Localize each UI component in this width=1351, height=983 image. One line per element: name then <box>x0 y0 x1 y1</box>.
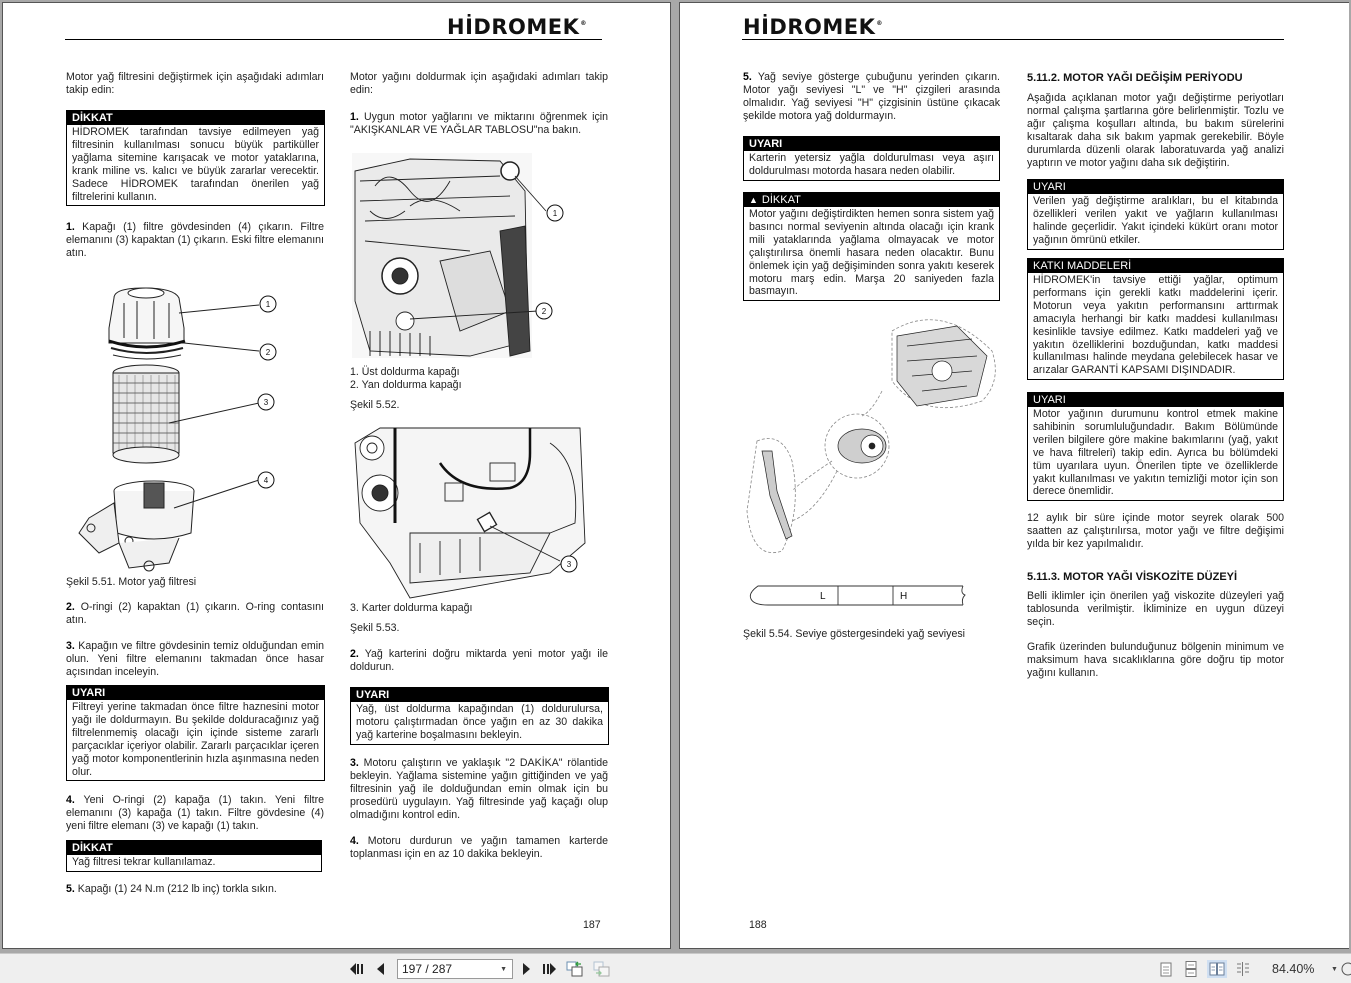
low-mark-label: L <box>820 591 826 602</box>
high-mark-label: H <box>900 591 908 602</box>
uyari-body: Yağ, üst doldurma kapağından (1) doldurulursa, motoru çalıştırmadan önce yağın en az 30 dakika yağ karterine boşalmasını bekleyin. <box>356 703 603 741</box>
dipstick-location-figure <box>742 311 1002 561</box>
callout-3: 3 <box>566 560 572 569</box>
filter-step-3: 3. Kapağın ve filtre gövdesinin temiz olduğundan emin olun. Yeni filtre elemanını takmadan önce hasar açısından inceleyin. <box>66 640 324 678</box>
first-page-button[interactable] <box>348 960 366 978</box>
callout-4: 4 <box>263 476 269 485</box>
page-187 <box>2 2 671 949</box>
dikkat-box-startup <box>743 192 1000 301</box>
figure-5-54-caption: Şekil 5.54. Seviye göstergesindeki yağ seviyesi <box>743 628 965 640</box>
low-usage-paragraph: 12 aylık bir süre içinde motor seyrek olarak 500 saatten az çalıştırılırsa, motor yağı ve filtre değişimi yılda bir kez yapılmalıdır. <box>1027 512 1284 550</box>
uyari-body: Karterin yetersiz yağla doldurulması veya aşırı doldurulması motorda hasara neden olabilir. <box>749 152 994 177</box>
katki-body: HİDROMEK'in tavsiye ettiği yağlar, optimum performans için gerekli katkı maddelerini içerir. Motorun veya yakıtın performansını arttırmak amacıyla herhangi bir katkı maddesi kullanılması kesinlikle tavsiye edilmez. Katkı maddeleri yağ ve yakıtın özelliklerini bozduğundan, katkı maddesi kullanılması halinde meydana gelebilecek hasar ve arızalar GARANTİ KAPSAMI DIŞINDADIR. <box>1033 274 1278 377</box>
katki-maddeleri-box <box>1027 258 1284 380</box>
figure-5-53-legend: 3. Karter doldurma kapağı <box>350 602 473 614</box>
section-viscosity-title: 5.11.3. MOTOR YAĞI VİSKOZİTE DÜZEYİ <box>1027 571 1238 583</box>
callout-1: 1 <box>265 300 271 309</box>
dipstick-step-5: 5. Yağ seviye gösterge çubuğunu yerinden çıkarın. Motor yağı seviyesi "L" ve "H" çizgileri arasında olmalıdır. Yağ seviyesi "H" çizgisinin üstüne çıkacak şekilde motora yağ doldurmayın. <box>743 71 1000 122</box>
first-page-icon <box>350 963 364 975</box>
previous-view-button[interactable] <box>565 960 585 978</box>
figure-5-53-caption: Şekil 5.53. <box>350 622 400 634</box>
dikkat-body: Yağ filtresi tekrar kullanılamaz. <box>72 856 216 868</box>
katki-heading: KATKI MADDELERİ <box>1028 259 1283 273</box>
next-page-icon <box>522 963 530 975</box>
filter-step-2: 2. O-ringi (2) kapaktan (1) çıkarın. O-ring contasını atın. <box>66 601 324 626</box>
viscosity-paragraph-1: Belli iklimler için önerilen yağ viskozite düzeyleri yağ tablosunda verilmiştir. İkliminize en uygun düzeyi seçin. <box>1027 590 1284 628</box>
hidromek-logo: HİDROMEK® <box>743 15 883 39</box>
viscosity-paragraph-2: Grafik üzerinden bulunduğunuz bölgenin minimum ve maksimum hava sıcaklıklarına göre doğru tip motor yağını kullanın. <box>1027 641 1284 679</box>
page-number: 188 <box>749 919 767 931</box>
filter-intro-text: Motor yağ filtresini değiştirmek için aşağıdaki adımları takip edin: <box>66 71 324 96</box>
section-oil-change-period-body: Aşağıda açıklanan motor yağı değiştirme periyotları normal çalışma şartlarına göre belirlenmiştir. Tozlu ve ağır çalışma koşulları altında, bu bakım sürelerini kısaltarak daha sık bakım yapmak gerekebilir. Böyle durumlarda düzenli olarak laboratuvarda yağ analizi yaptırın ve motor yağını daha sık değiştirin. <box>1027 92 1284 169</box>
uyari-box-filter <box>66 685 325 781</box>
page-indicator: 197 / 287 <box>402 962 453 976</box>
continuous-facing-view-button[interactable] <box>1233 960 1253 978</box>
next-page-button[interactable] <box>519 960 533 978</box>
fill-intro-text: Motor yağını doldurmak için aşağıdaki adımları takip edin: <box>350 71 608 96</box>
callout-3: 3 <box>263 398 269 407</box>
uyari-heading: UYARI <box>744 137 999 151</box>
single-page-view-icon <box>1160 962 1172 977</box>
last-page-button[interactable] <box>540 960 558 978</box>
zoom-in-icon <box>1341 962 1351 976</box>
uyari-box-fill <box>350 687 609 745</box>
engine-fill-caps-figure <box>350 151 565 363</box>
section-oil-change-period-title: 5.11.2. MOTOR YAĞI DEĞİŞİM PERİYODU <box>1027 72 1243 84</box>
uyari-box-intervals <box>1027 179 1284 250</box>
uyari-heading: UYARI <box>1028 180 1283 194</box>
page-188 <box>679 2 1349 949</box>
zoom-dropdown-icon: ▼ <box>1331 965 1338 973</box>
zoom-level[interactable]: 84.40% <box>1272 962 1315 976</box>
callout-2: 2 <box>541 307 547 316</box>
next-view-button[interactable] <box>592 960 612 978</box>
figure-5-51-caption: Şekil 5.51. Motor yağ filtresi <box>66 576 197 588</box>
dikkat-body: HİDROMEK tarafından tavsiye edilmeyen yağ filtresinin kullanılması sonucu büyük partiküller yağlama sitemine karışacak ve motor yataklarına, krank miline vs. kalıcı ve büyük zararlar verecektir. Sadece HİDROMEK tarafından önerilen yağ filtrelerini kullanın. <box>72 126 319 203</box>
filter-step-4: 4. Yeni O-ringi (2) kapağa (1) takın. Yeni filtre elemanını (3) kapağa (1) takın. Filtre gövdesine (4) yeni filtre elemanı (3) ve kapağı (1) takın. <box>66 794 324 832</box>
figure-5-52-legend-1: 1. Üst doldurma kapağı <box>350 366 460 378</box>
uyari-heading: UYARI <box>1028 393 1283 407</box>
next-view-icon <box>593 961 611 977</box>
last-page-icon <box>542 963 556 975</box>
page-number: 187 <box>583 919 601 931</box>
continuous-view-button[interactable] <box>1181 960 1201 978</box>
callout-2: 2 <box>265 348 271 357</box>
uyari-body: Filtreyi yerine takmadan önce filtre haznesini motor yağı ile doldurmayın. Bu şekilde dolduracağınız yağ filtrelenmemiş olacağı için içinde sisteme zararlı parçacıklar içeriyor olabilir. Zararlı parçacıklar içeren yağ motor komponentlerinin hızla aşınmasına neden olur. <box>72 701 319 778</box>
hidromek-logo: HİDROMEK® <box>447 15 587 39</box>
warning-triangle-icon: ▲ <box>749 195 758 205</box>
dikkat-heading: DİKKAT <box>67 841 321 855</box>
continuous-facing-view-icon <box>1235 961 1251 977</box>
fill-step-4: 4. Motoru durdurun ve yağın tamamen karterde toplanması için en az 10 dakika bekleyin. <box>350 835 608 860</box>
dikkat-body: Motor yağını değiştirdikten hemen sonra sistem yağ basıncı normal seviyenin altında olacağı için krank mili yataklarında yağlama olmayacak ve motor çalıştırılırsa önemli hasara neden olacaktır. Bunu önlemek için yağ değişiminden sonra yakıtı keserek motoru marş edin. Marşa 20 saniyeden fazla basmayın. <box>749 208 994 298</box>
dipstick-level-gauge <box>748 581 968 611</box>
header-rule <box>742 39 1284 40</box>
facing-pages-view-button[interactable] <box>1207 960 1227 978</box>
dropdown-arrow-icon: ▼ <box>500 966 507 973</box>
dikkat-heading: ▲ DİKKAT <box>744 193 999 207</box>
filter-step-5: 5. Kapağı (1) 24 N.m (212 lb inç) torkla sıkın. <box>66 883 277 895</box>
engine-sump-filler-figure <box>350 423 590 603</box>
continuous-view-icon <box>1185 961 1197 977</box>
fill-step-3: 3. Motoru çalıştırın ve yaklaşık "2 DAKİKA" rölantide bekleyin. Yağlama sistemine yağın gittiğinden ve yağ filtresinin yağ ile dolduğundan emin olmak için bu prosedürü uygulayın. Yağ filtresinde yağ kaçağı olup olmadığını kontrol edin. <box>350 757 608 821</box>
fill-step-2: 2. Yağ karterini doğru miktarda yeni motor yağı ile doldurun. <box>350 648 608 673</box>
page-number-dropdown[interactable] <box>397 959 513 979</box>
header-rule <box>65 39 602 40</box>
oil-filter-exploded-figure <box>69 283 289 573</box>
dikkat-heading: DİKKAT <box>67 111 324 125</box>
zoom-dropdown-button[interactable] <box>1331 960 1351 978</box>
figure-5-52-legend-2: 2. Yan doldurma kapağı <box>350 379 462 391</box>
dikkat-box-filter <box>66 110 325 206</box>
uyari-box-level <box>743 136 1000 181</box>
uyari-heading: UYARI <box>67 686 324 700</box>
previous-page-icon <box>377 963 385 975</box>
navigation-toolbar <box>0 953 1351 983</box>
fill-step-1: 1. Uygun motor yağlarını ve miktarını öğrenmek için "AKIŞKANLAR VE YAĞLAR TABLOSU"na bakın. <box>350 111 608 136</box>
figure-5-52-caption: Şekil 5.52. <box>350 399 400 411</box>
uyari-box-owner <box>1027 392 1284 501</box>
previous-page-button[interactable] <box>374 960 388 978</box>
previous-view-icon <box>566 961 584 977</box>
uyari-body: Verilen yağ değiştirme aralıkları, bu el kitabında özellikleri verilen yakıt ve yağların kullanılması halinde geçerlidir. Yakıt içindeki kükürt oranı motor yağının ömrünü etkiler. <box>1033 195 1278 246</box>
filter-step-1: 1. Kapağı (1) filtre gövdesinden (4) çıkarın. Filtre elemanını (3) kapaktan (1) çıkarın. Eski filtre elemanını atın. <box>66 221 324 259</box>
facing-pages-view-icon <box>1209 962 1225 976</box>
uyari-body: Motor yağının durumunu kontrol etmek makine sahibinin sorumluluğundadır. Bakım Bölümünde verilen bilgilere göre makine bakımlarını (yağ, yakıt ve hava filtreleri) takip edin. Ayrıca bu bölümdeki tüm uyarılara uyun. Önerilen tipte ve özelliklerde yakıt kullanılması ve yakıtın temizliği motor için son derece önemlidir. <box>1033 408 1278 498</box>
uyari-heading: UYARI <box>351 688 608 702</box>
dikkat-box-reuse <box>66 840 322 872</box>
callout-1: 1 <box>552 209 558 218</box>
single-page-view-button[interactable] <box>1156 960 1176 978</box>
